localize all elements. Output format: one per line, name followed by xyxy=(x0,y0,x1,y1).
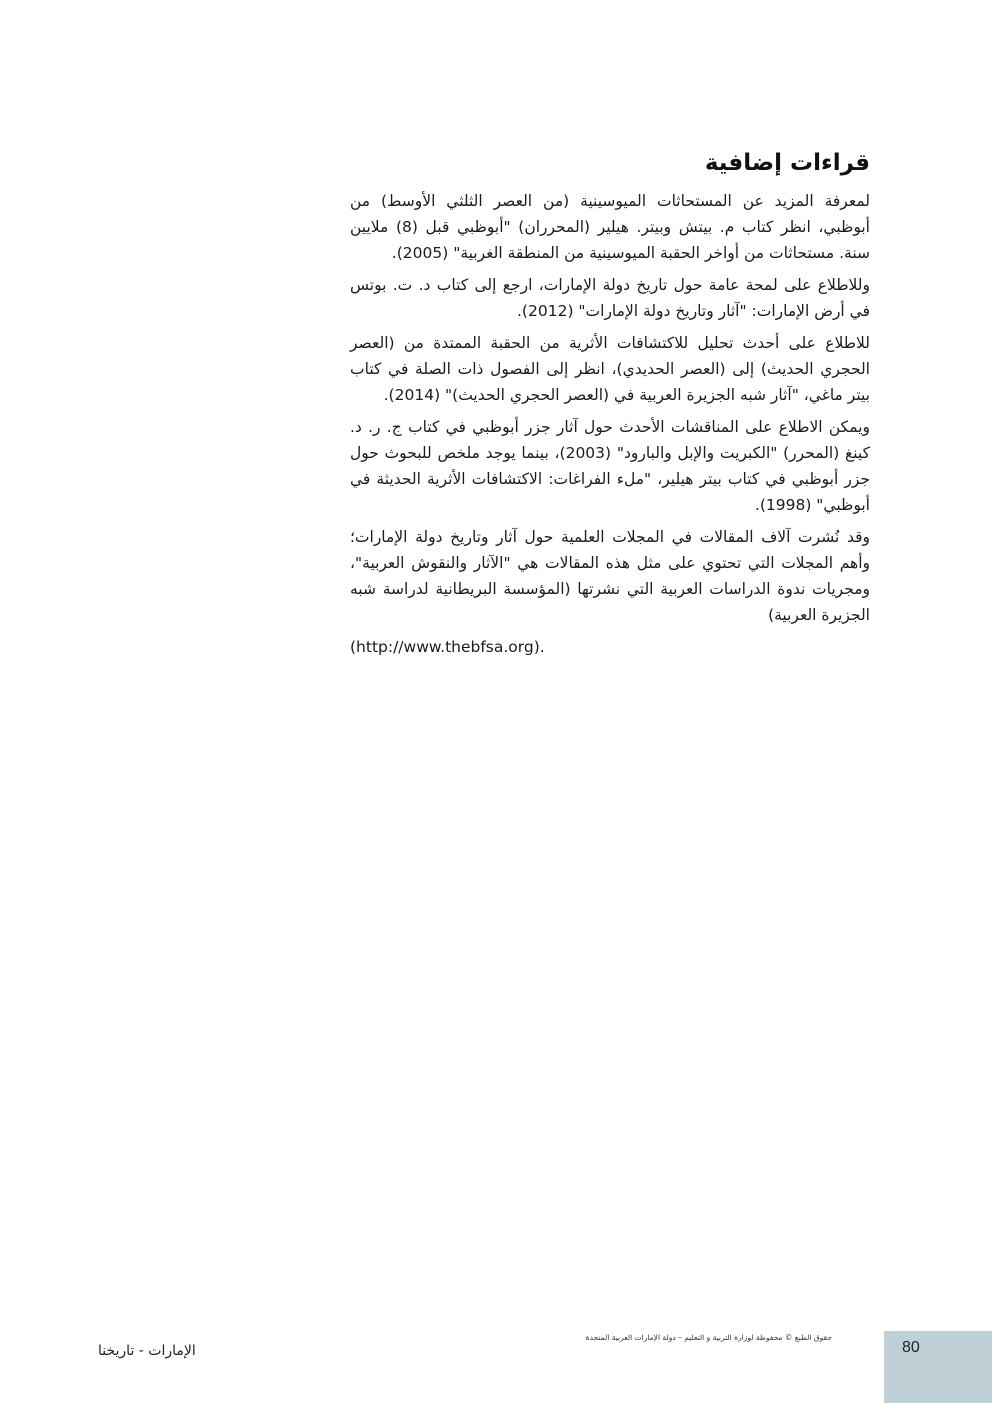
footer-book-title: الإمارات - تاريخنا xyxy=(98,1343,196,1359)
page-number-box xyxy=(884,1331,992,1403)
footer-copyright: حقوق الطبع © محفوظة لوزارة التربية و التعليم – دولة الإمارات العربية المتحدة xyxy=(585,1333,832,1342)
page-number: 80 xyxy=(902,1339,920,1356)
paragraph-1: لمعرفة المزيد عن المستحاثات الميوسينية (من العصر الثلثي الأوسط) من أبوظبي، انظر كتاب م. بيتش وبيتر. هيلير (المحرران) "أبوظبي قبل (8) ملايين سنة. مستحاثات من أواخر الحقبة الميوسينية من المنطقة الغربية" (2005). xyxy=(350,192,870,262)
section-heading: قراءات إضافية xyxy=(704,150,870,176)
paragraph-3: للاطلاع على أحدث تحليل للاكتشافات الأثرية من الحقبة الممتدة من (العصر الحجري الحديث) إلى (العصر الحديدي)، انظر إلى الفصول ذات الصلة في كتاب بيتر ماغي، "آثار شبه الجزيرة العربية في (العصر الحجري الحديث)" (2014). xyxy=(350,334,870,404)
paragraph-4: ويمكن الاطلاع على المناقشات الأحدث حول آثار جزر أبوظبي في كتاب ج. ر. د. كينغ (المحرر) "الكبريت والإبل والبارود" (2003)، بينما يوجد ملخص للبحوث حول جزر أبوظبي في كتاب بيتر هيلير، "ملء الفراغات: الاكتشافات الأثرية الحديثة في أبوظبي" (1998). xyxy=(350,418,870,514)
paragraph-5: وقد نُشرت آلاف المقالات في المجلات العلمية حول آثار وتاريخ دولة الإمارات؛ وأهم المجلات التي تحتوي على مثل هذه المقالات هي "الآثار والنقوش العربية"، ومجريات ندوة الدراسات العربية التي نشرتها (المؤسسة البريطانية لدراسة شبه الجزيرة العربية) xyxy=(350,528,870,624)
paragraph-2: وللاطلاع على لمحة عامة حول تاريخ دولة الإمارات، ارجع إلى كتاب د. ت. بوتس في أرض الإمارات: "آثار وتاريخ دولة الإمارات" (2012). xyxy=(350,276,870,320)
main-content xyxy=(350,146,870,660)
reference-url[interactable]: (http://www.thebfsa.org). xyxy=(350,638,545,656)
